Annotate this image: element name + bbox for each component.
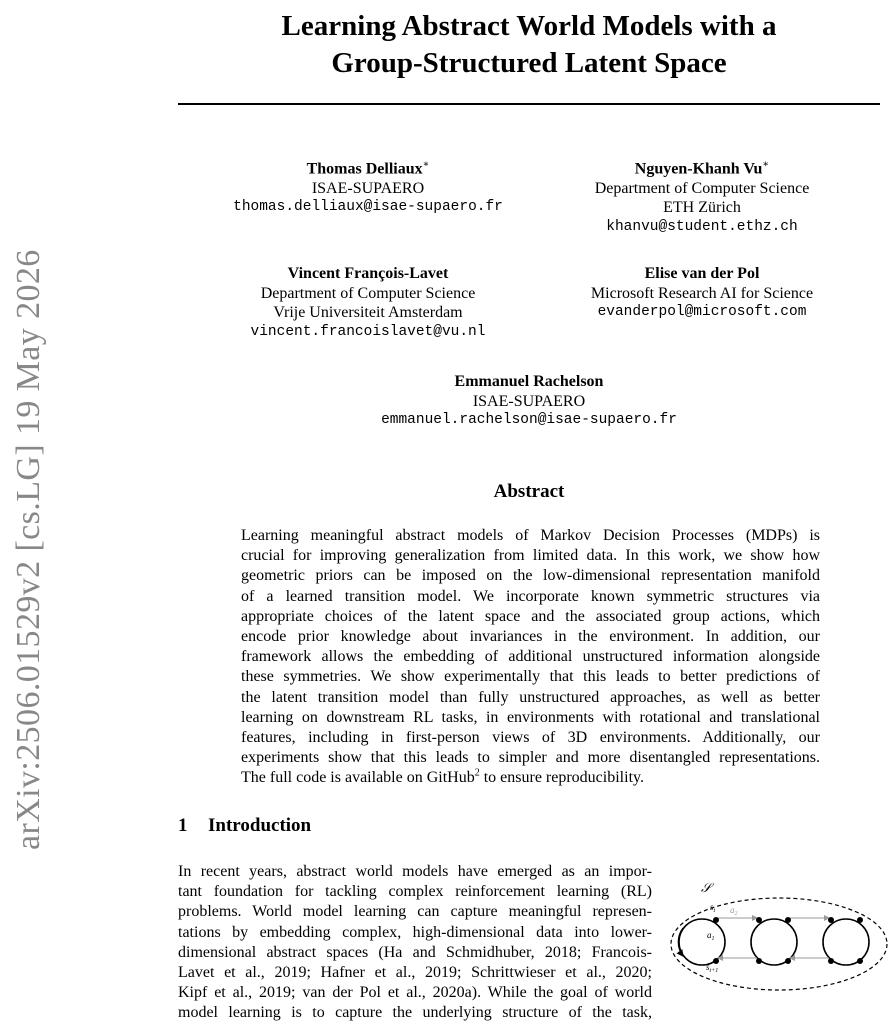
- state-point: [785, 958, 791, 964]
- latent-space-label: 𝒮: [701, 880, 712, 895]
- author-block: [556, 264, 848, 323]
- abstract-line: encode prior knowledge about invariances in the environment. In addition, our: [241, 628, 820, 646]
- intro-line: problems. World model learning can capture meaningful represen-: [178, 903, 652, 921]
- author-block: [226, 264, 510, 342]
- state-point: [857, 917, 863, 923]
- section-number: 1: [178, 815, 188, 836]
- author-name: Emmanuel Rachelson: [454, 373, 604, 390]
- footnote-mark[interactable]: 2: [474, 768, 480, 780]
- abstract-heading: Abstract: [493, 481, 565, 502]
- author-affiliation: Microsoft Research AI for Science: [590, 284, 814, 302]
- author-name: Thomas Delliaux: [306, 160, 423, 178]
- author-email[interactable]: thomas.delliaux@isae-supaero.fr: [233, 199, 503, 216]
- state-point: [713, 958, 719, 964]
- paper-title-line-1: Learning Abstract World Models with a: [281, 10, 777, 42]
- author-name: Elise van der Pol: [644, 265, 760, 282]
- orbit-circle: [823, 919, 869, 965]
- latent-space-figure: [666, 872, 891, 992]
- state-point: [713, 917, 719, 923]
- author-block: [226, 155, 510, 218]
- abstract-line: features, including in first-person views of 3D environments. Additionally, our: [241, 729, 820, 747]
- author-name: Vincent François-Lavet: [287, 265, 449, 282]
- title-rule: [178, 103, 880, 105]
- author-block: [368, 372, 690, 431]
- intro-paragraph: [178, 862, 652, 1024]
- intro-line: tant foundation for tackling complex reinforcement learning (RL): [178, 883, 652, 901]
- author-email[interactable]: evanderpol@microsoft.com: [597, 304, 807, 320]
- author-affiliation: Department of Computer Science: [594, 179, 810, 197]
- paper-title: [178, 8, 880, 82]
- equal-contribution-mark: ∗: [422, 159, 430, 170]
- equal-contribution-mark: ∗: [762, 159, 770, 170]
- author-email[interactable]: emmanuel.rachelson@isae-supaero.fr: [381, 412, 677, 428]
- author-affiliation: Vrije Universiteit Amsterdam: [273, 304, 463, 321]
- state-st-label: $s_t$: [710, 902, 716, 914]
- state-point: [828, 958, 834, 964]
- author-block: [566, 155, 838, 237]
- abstract-line: learning on downstream RL tasks, in environments with rotational and translational: [241, 708, 820, 726]
- state-point: [756, 958, 762, 964]
- abstract-last-text-end: to ensure reproducibility.: [479, 769, 644, 787]
- author-affiliation: ISAE-SUPAERO: [472, 392, 586, 410]
- author-affiliation: ETH Zürich: [663, 199, 741, 217]
- state-point: [756, 917, 762, 923]
- abstract-line: appropriate choices of the latent space and the associated group actions, which: [241, 607, 820, 625]
- intro-line: Lavet et al., 2019; Hafner et al., 2019; Schrittwieser et al., 2020;: [178, 964, 652, 982]
- state-point: [785, 917, 791, 923]
- abstract-body: [241, 526, 820, 789]
- paper-title-line-2: Group-Structured Latent Space: [331, 47, 727, 79]
- action-a1-label: $a_1$: [707, 930, 715, 942]
- abstract-line: crucial for improving generalization from limited data. In this work, we show how: [241, 547, 820, 565]
- state-st1-label: $s_{t+1}$: [706, 962, 719, 974]
- section-heading: [178, 815, 311, 837]
- state-point: [828, 917, 834, 923]
- author-affiliation: Department of Computer Science: [260, 284, 476, 302]
- intro-line: In recent years, abstract world models have emerged as an impor-: [178, 863, 652, 880]
- abstract-line: geometric priors can be imposed on the low-dimensional representation manifold: [241, 567, 820, 585]
- author-email[interactable]: vincent.francoislavet@vu.nl: [250, 323, 486, 340]
- state-point: [857, 958, 863, 964]
- abstract-line: of a learned transition model. We incorporate known symmetric structures via: [241, 587, 820, 605]
- author-name: Nguyen-Khanh Vu: [634, 160, 763, 178]
- abstract-line: [241, 768, 820, 788]
- abstract-line: the latent transition model than fully unstructured approaches, as well as better: [241, 688, 820, 706]
- latent-space-boundary: [671, 898, 887, 990]
- abstract-line: these symmetries. We show experimentally that this leads to better predictions of: [241, 668, 820, 686]
- abstract-line: framework allows the embedding of additional unstructured information alongside: [241, 648, 820, 666]
- author-affiliation: ISAE-SUPAERO: [311, 179, 425, 197]
- abstract-last-text: The full code is available on GitHub: [241, 769, 475, 787]
- intro-line: model learning is to capture the underlying structure of the task,: [178, 1004, 652, 1022]
- intro-line: Kipf et al., 2019; van der Pol et al., 2020a). While the goal of world: [178, 984, 652, 1002]
- intro-line: dimensional abstract spaces (Ha and Schmidhuber, 2018; Francois-: [178, 943, 652, 961]
- section-title: Introduction: [208, 815, 312, 836]
- action-a2-label: $a_2$: [730, 905, 738, 917]
- intro-line: tations by embedding complex, high-dimensional data into lower-: [178, 923, 652, 941]
- author-email[interactable]: khanvu@student.ethz.ch: [606, 218, 798, 235]
- abstract-line: experiments show that this leads to simpler and more disentangled representations.: [241, 749, 820, 767]
- arxiv-identifier: arXiv:2506.01529v2 [cs.LG] 19 May 2026: [10, 249, 47, 850]
- abstract-line: Learning meaningful abstract models of Markov Decision Processes (MDPs) is: [241, 527, 820, 544]
